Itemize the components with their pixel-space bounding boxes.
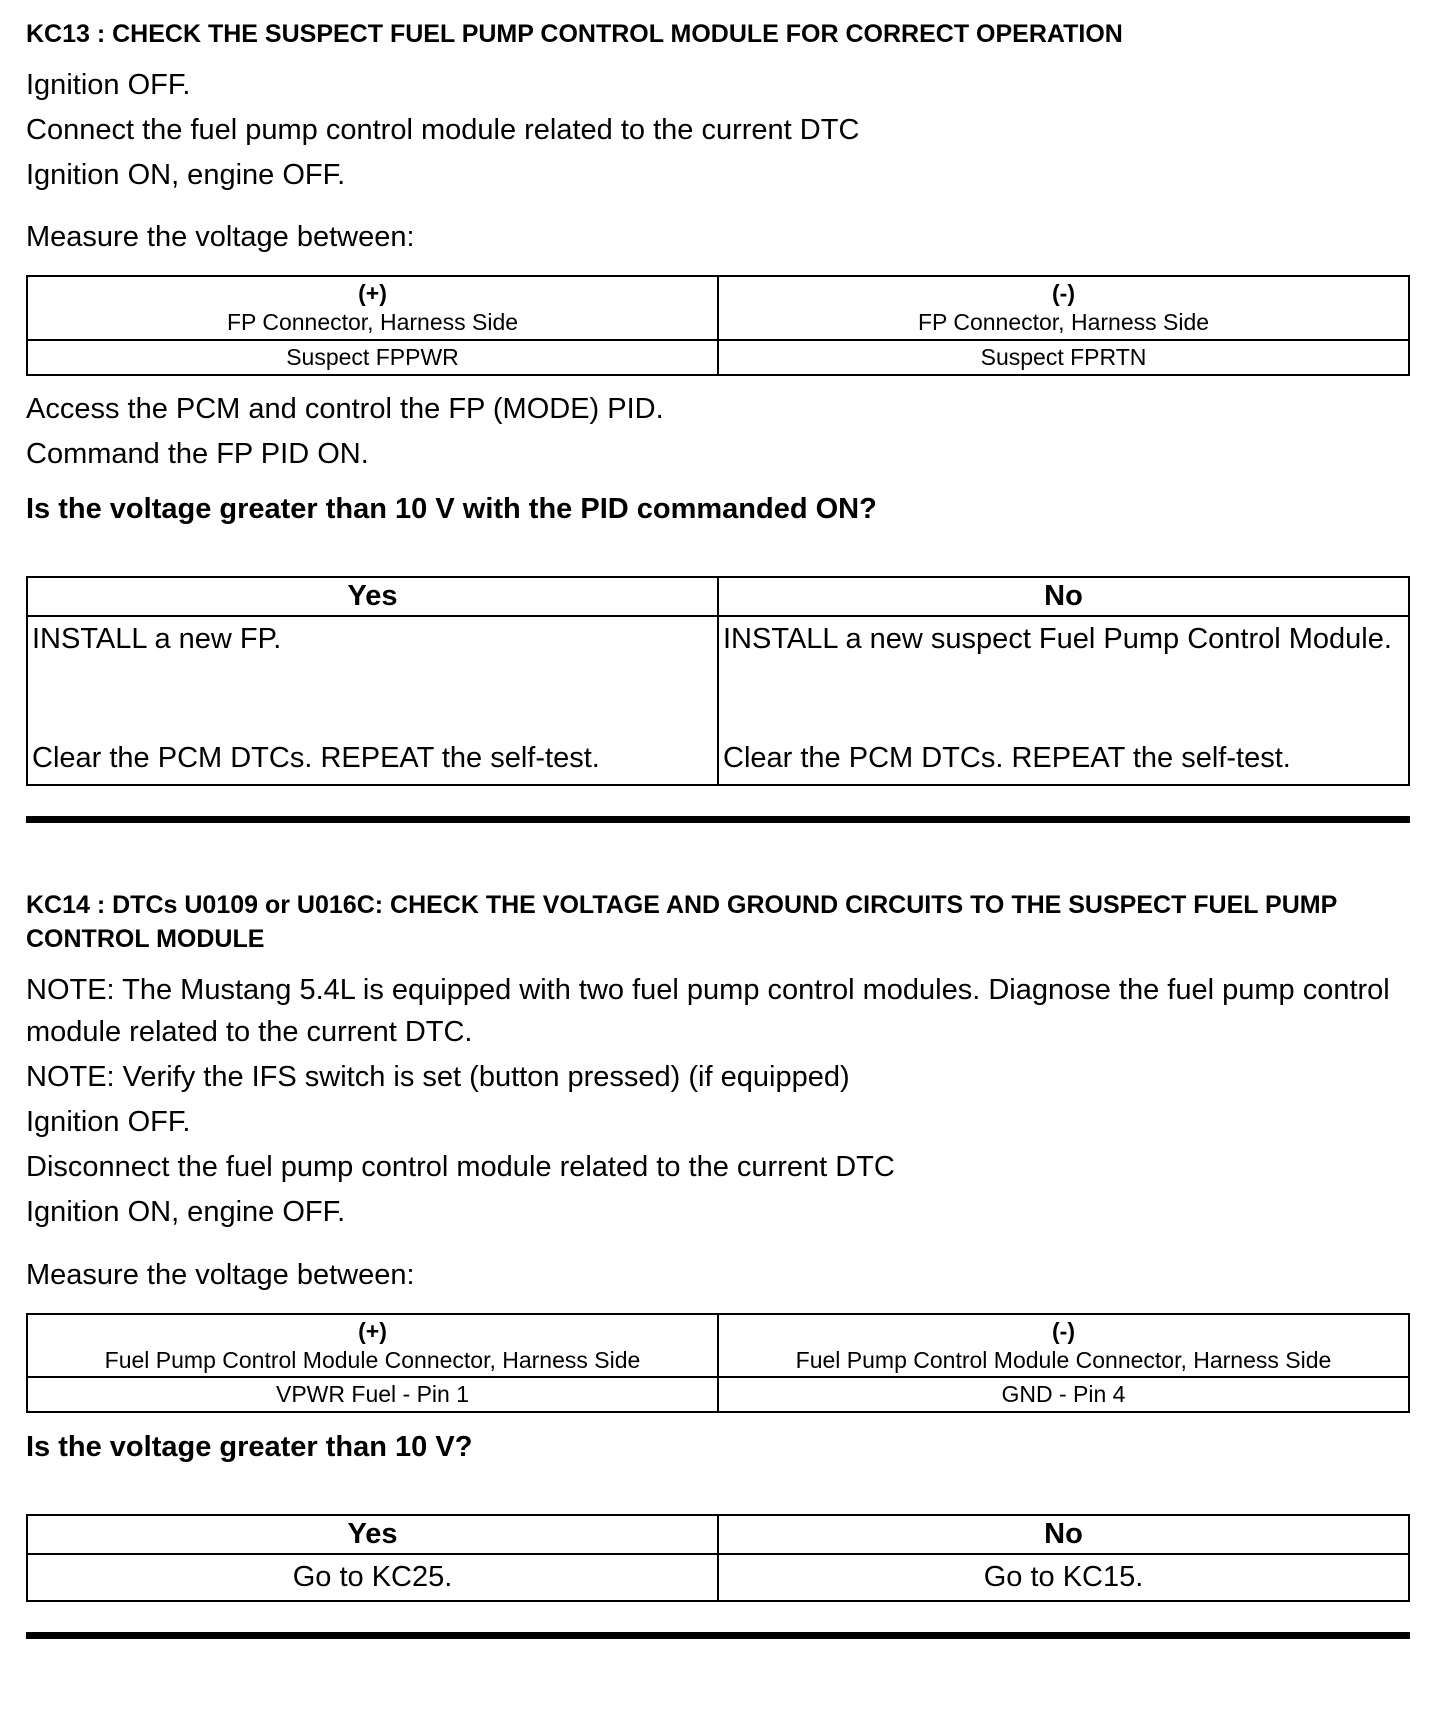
section-kc13-title: KC13 : CHECK THE SUSPECT FUEL PUMP CONTROL MODULE FOR CORRECT OPERATION [26,20,1123,48]
section-divider [26,1632,1410,1639]
kc13-step-2: Connect the fuel pump control module related to the current DTC [26,113,860,146]
kc13-yes-cell [27,616,718,785]
negative-connector: FP Connector, Harness Side [917,309,1210,336]
positive-sign: (+) [358,1317,387,1344]
table-row [27,1515,1409,1554]
positive-sign: (+) [358,280,387,307]
kc14-yes-cell: Go to KC25. [27,1554,718,1601]
section-kc14 [26,889,1410,1602]
negative-connector: Fuel Pump Control Module Connector, Harness Side [795,1346,1332,1373]
section-divider [26,816,1410,823]
table-row [27,340,1409,375]
kc13-positive-header-cell [27,276,718,340]
table-row [27,276,1409,340]
kc13-no-followup: Clear the PCM DTCs. REPEAT the self-test. [723,741,1291,774]
kc13-decision-table [26,576,1410,786]
kc14-measurement-table [26,1313,1410,1413]
kc14-step-3: Ignition ON, engine OFF. [26,1196,346,1229]
kc13-negative-header-cell [718,276,1409,340]
kc13-step-1: Ignition OFF. [26,68,191,101]
kc14-negative-value-cell: GND - Pin 4 [718,1377,1409,1412]
kc13-measure-label: Measure the voltage between: [26,221,415,254]
positive-connector: Fuel Pump Control Module Connector, Harness Side [104,1346,641,1373]
positive-connector: FP Connector, Harness Side [226,309,519,336]
table-row [27,1554,1409,1601]
table-row [27,577,1409,616]
kc14-positive-header-cell [27,1314,718,1378]
kc14-negative-header-cell [718,1314,1409,1378]
kc14-question: Is the voltage greater than 10 V? [26,1431,473,1464]
kc13-no-action: INSTALL a new suspect Fuel Pump Control Module. [723,623,1392,656]
kc14-step-2: Disconnect the fuel pump control module related to the current DTC [26,1151,895,1184]
kc13-step-3: Ignition ON, engine OFF. [26,158,346,191]
kc13-yes-followup: Clear the PCM DTCs. REPEAT the self-test. [32,741,600,774]
kc14-no-cell: Go to KC15. [718,1554,1409,1601]
kc14-note-1: NOTE: The Mustang 5.4L is equipped with two fuel pump control modules. Diagnose the fuel pump control module related to the current DTC. [26,973,1390,1049]
kc13-action-2: Command the FP PID ON. [26,437,369,470]
kc13-positive-value-cell: Suspect FPPWR [27,340,718,375]
kc13-yes-action: INSTALL a new FP. [32,623,282,656]
kc13-negative-value-cell: Suspect FPRTN [718,340,1409,375]
no-column-header: No [718,577,1409,616]
table-row [27,1377,1409,1412]
yes-column-header: Yes [27,577,718,616]
kc13-measurement-table [26,275,1410,375]
kc14-measure-label: Measure the voltage between: [26,1258,415,1291]
no-column-header: No [718,1515,1409,1554]
kc14-step-1: Ignition OFF. [26,1106,191,1139]
table-row [27,1314,1409,1378]
yes-column-header: Yes [27,1515,718,1554]
negative-sign: (-) [1052,280,1075,307]
section-kc13 [26,18,1410,786]
section-kc14-title: KC14 : DTCs U0109 or U016C: CHECK THE VOLTAGE AND GROUND CIRCUITS TO THE SUSPECT FUEL PUMP CONTROL MODULE [26,891,1337,953]
kc14-positive-value-cell: VPWR Fuel - Pin 1 [27,1377,718,1412]
kc13-no-cell [718,616,1409,785]
kc13-action-1: Access the PCM and control the FP (MODE) PID. [26,392,664,425]
kc14-decision-table [26,1514,1410,1602]
kc14-note-2: NOTE: Verify the IFS switch is set (button pressed) (if equipped) [26,1061,850,1094]
kc13-question: Is the voltage greater than 10 V with the PID commanded ON? [26,493,877,526]
negative-sign: (-) [1052,1317,1075,1344]
table-row [27,616,1409,785]
